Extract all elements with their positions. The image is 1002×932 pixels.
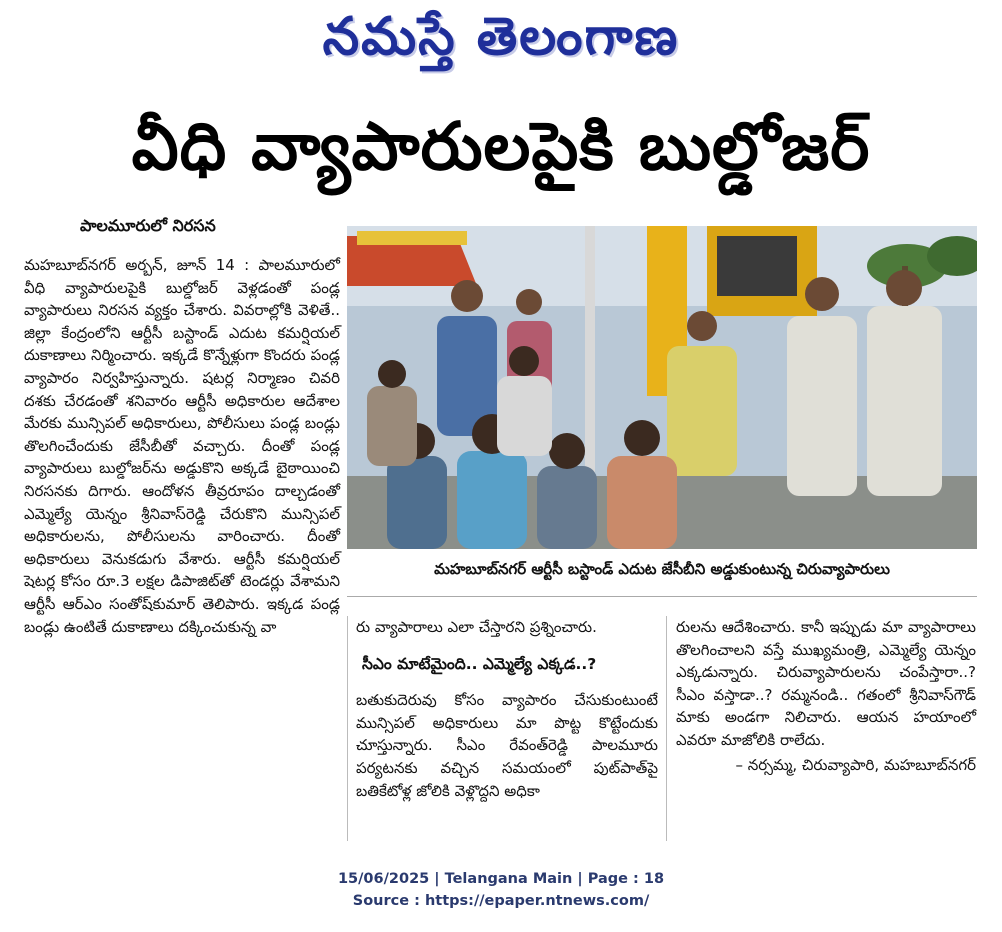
footer	[0, 868, 1002, 912]
column-2-intro: రు వ్యాపారాలు ఎలా చేస్తారని ప్రశ్నించారు.	[356, 618, 597, 636]
column-2-body: బతుకుదెరువు కోసం వ్యాపారం చేసుకుంటుంటే మున్సిపల్ అధికారులు మా పొట్ట కొట్టేందుకు చూస్తున్నారు. సీఎం రేవంత్‌రెడ్డి పాలమూరు పర్యటనకు వచ్చిన సమయంలో పుట్‌పాత్‌పై బతికేటోళ్ల జోలికి వెళ్లొద్దని అధికా	[356, 691, 658, 800]
caption-divider	[347, 596, 977, 597]
subheading: సీఎం మాటేమైంది.. ఎమ్మెల్యే ఎక్కడ..?	[362, 654, 597, 673]
masthead	[0, 4, 1002, 82]
article-column-3	[676, 616, 976, 776]
news-photo	[347, 226, 977, 549]
article-column-1	[24, 254, 340, 638]
column-1-text: మహబూబ్‌నగర్ అర్బన్, జూన్ 14 : పాలమూరులో వీధి వ్యాపారులపైకి బుల్డోజర్ వెళ్లడంతో పండ్ల వ్యాపారులు నిరసన వ్యక్తం చేశారు. వివరాల్లోకి వెళితే.. జిల్లా కేంద్రంలోని ఆర్టీసీ బస్టాండ్ ఎదుట కమర్షియల్ దుకాణాలు నిర్మించారు. ఇక్కడే కొన్నేళ్లుగా కొందరు పండ్ల వ్యాపారం నిర్వహిస్తున్నారు. షటర్ల నిర్మాణం చివరి దశకు చేరడంతో శనివారం ఆర్టీసీ అధికారుల ఆదేశాల మేరకు మున్సిపల్ అధికారులు, పోలీసులు పండ్ల బండ్లు తొలగించేందుకు జేసీబీతో వచ్చారు. దీంతో పండ్ల వ్యాపారులు బుల్డోజర్‌ను అడ్డుకొని అక్కడే బైఠాయించి నిరసనకు దిగారు. ఆందోళన తీవ్రరూపం దాల్చడంతో ఎమ్మెల్యే యెన్నం శ్రీనివాస్‌రెడ్డి చేరుకొని మున్సిపల్ అధికారులను, పోలీసులను వారించారు. దీంతో అధికారులు వెనుకడుగు వేశారు. ఆర్టీసీ కమర్షియల్ షెటర్ల కోసం రూ.3 లక్షల డిపాజిట్‌తో టెండర్లు వేశామని ఆర్టీసీ ఆర్‌ఎం సంతోష్‌కుమార్ తెలిపారు. ఇక్కడ పండ్ల బండ్లు ఉంటితే దుకాణాలు దక్కించుకున్న వా	[24, 256, 340, 636]
column-divider-1	[347, 616, 348, 841]
newspaper-logo: నమస్తే తెలంగాణ	[322, 6, 680, 67]
quote-signature: – నర్సమ్మ, చిరువ్యాపారి, మహబూబ్‌నగర్	[735, 755, 976, 774]
crowd-photo-illustration	[347, 226, 977, 549]
headline-text: వీధి వ్యాపారులపైకి బుల్డోజర్	[131, 107, 871, 185]
headline	[10, 104, 992, 204]
footer-source: Source : https://epaper.ntnews.com/	[352, 893, 650, 909]
column-3-text: రులను ఆదేశించారు. కానీ ఇప్పుడు మా వ్యాపారాలు తొలగించాలని వస్తే ముఖ్యమంత్రి, ఎమ్మెల్యే యెన్నం ఎక్కడున్నారు. చిరువ్యాపారులను చంపేస్తారా..? సీఎం వస్తాడా..? రమ్మనండి.. గతంలో శ్రీనివాస్‌గౌడ్ మాకు అండగా నిలిచారు. ఆయన హయాంలో ఎవరూ మాజోలికి రాలేదు.	[676, 618, 976, 749]
footer-date-page: 15/06/2025 | Telangana Main | Page : 18	[337, 871, 665, 887]
column-divider-2	[666, 616, 667, 841]
article-column-2	[356, 616, 658, 802]
photo-caption: మహబూబ్‌నగర్ ఆర్టీసీ బస్టాండ్ ఎదుట జేసీబీని అడ్డుకుంటున్న చిరువ్యాపారులు	[434, 560, 890, 578]
kicker: పాలమూరులో నిరసన	[80, 216, 216, 235]
